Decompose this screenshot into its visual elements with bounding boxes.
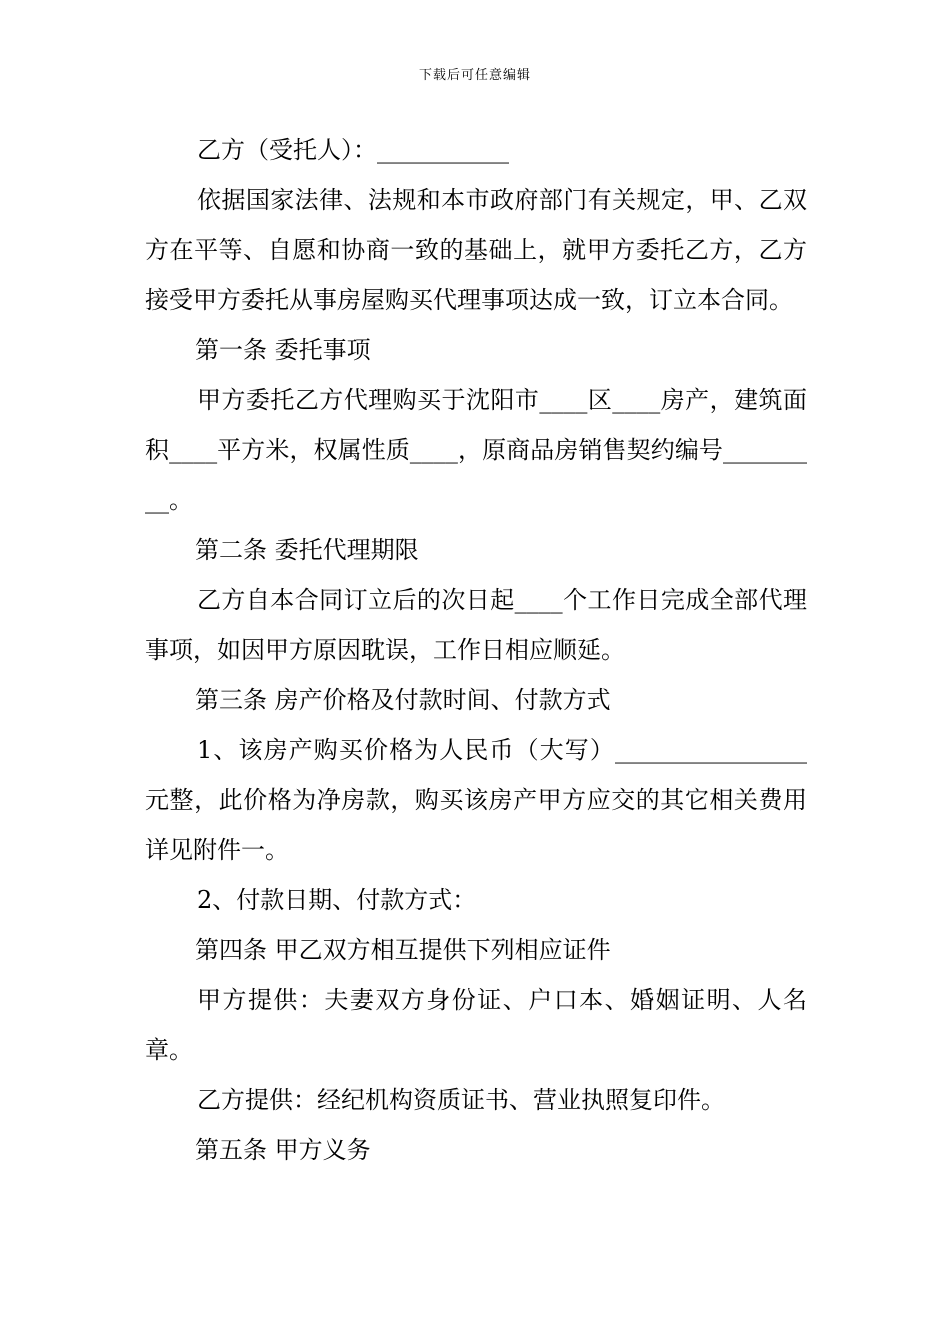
article-5-heading: 第五条 甲方义务: [195, 1136, 371, 1164]
party-b-line: 乙方（受托人）：___________: [197, 136, 509, 164]
article-1-heading: 第一条 委托事项: [195, 336, 371, 364]
article-2-heading: 第二条 委托代理期限: [195, 536, 419, 564]
article-4-party-a: 甲方提供：夫妻双方身份证、户口本、婚姻证明、人名章。: [145, 986, 807, 1064]
article-3-item-1: 1、该房产购买价格为人民币（大写）________________元整，此价格为净房款，购买该房产甲方应交的其它相关费用详见附件一。: [145, 736, 807, 864]
article-1-text: 甲方委托乙方代理购买于沈阳市____区____房产，建筑面积____平方米，权属性质____，原商品房销售契约编号_________。: [145, 386, 807, 514]
preamble-paragraph: 依据国家法律、法规和本市政府部门有关规定，甲、乙双方在平等、自愿和协商一致的基础上，就甲方委托乙方，乙方接受甲方委托从事房屋购买代理事项达成一致，订立本合同。: [145, 186, 807, 314]
contract-body: [145, 125, 807, 1175]
article-4-heading: 第四条 甲乙双方相互提供下列相应证件: [195, 936, 611, 964]
article-3-item-2: 2、付款日期、付款方式：: [197, 886, 477, 914]
article-2-text: 乙方自本合同订立后的次日起____个工作日完成全部代理事项，如因甲方原因耽误，工作日相应顺延。: [145, 586, 807, 664]
article-4-party-b: 乙方提供：经纪机构资质证书、营业执照复印件。: [197, 1086, 725, 1114]
page-header-note: 下载后可任意编辑: [418, 68, 531, 83]
article-3-heading: 第三条 房产价格及付款时间、付款方式: [195, 686, 611, 714]
